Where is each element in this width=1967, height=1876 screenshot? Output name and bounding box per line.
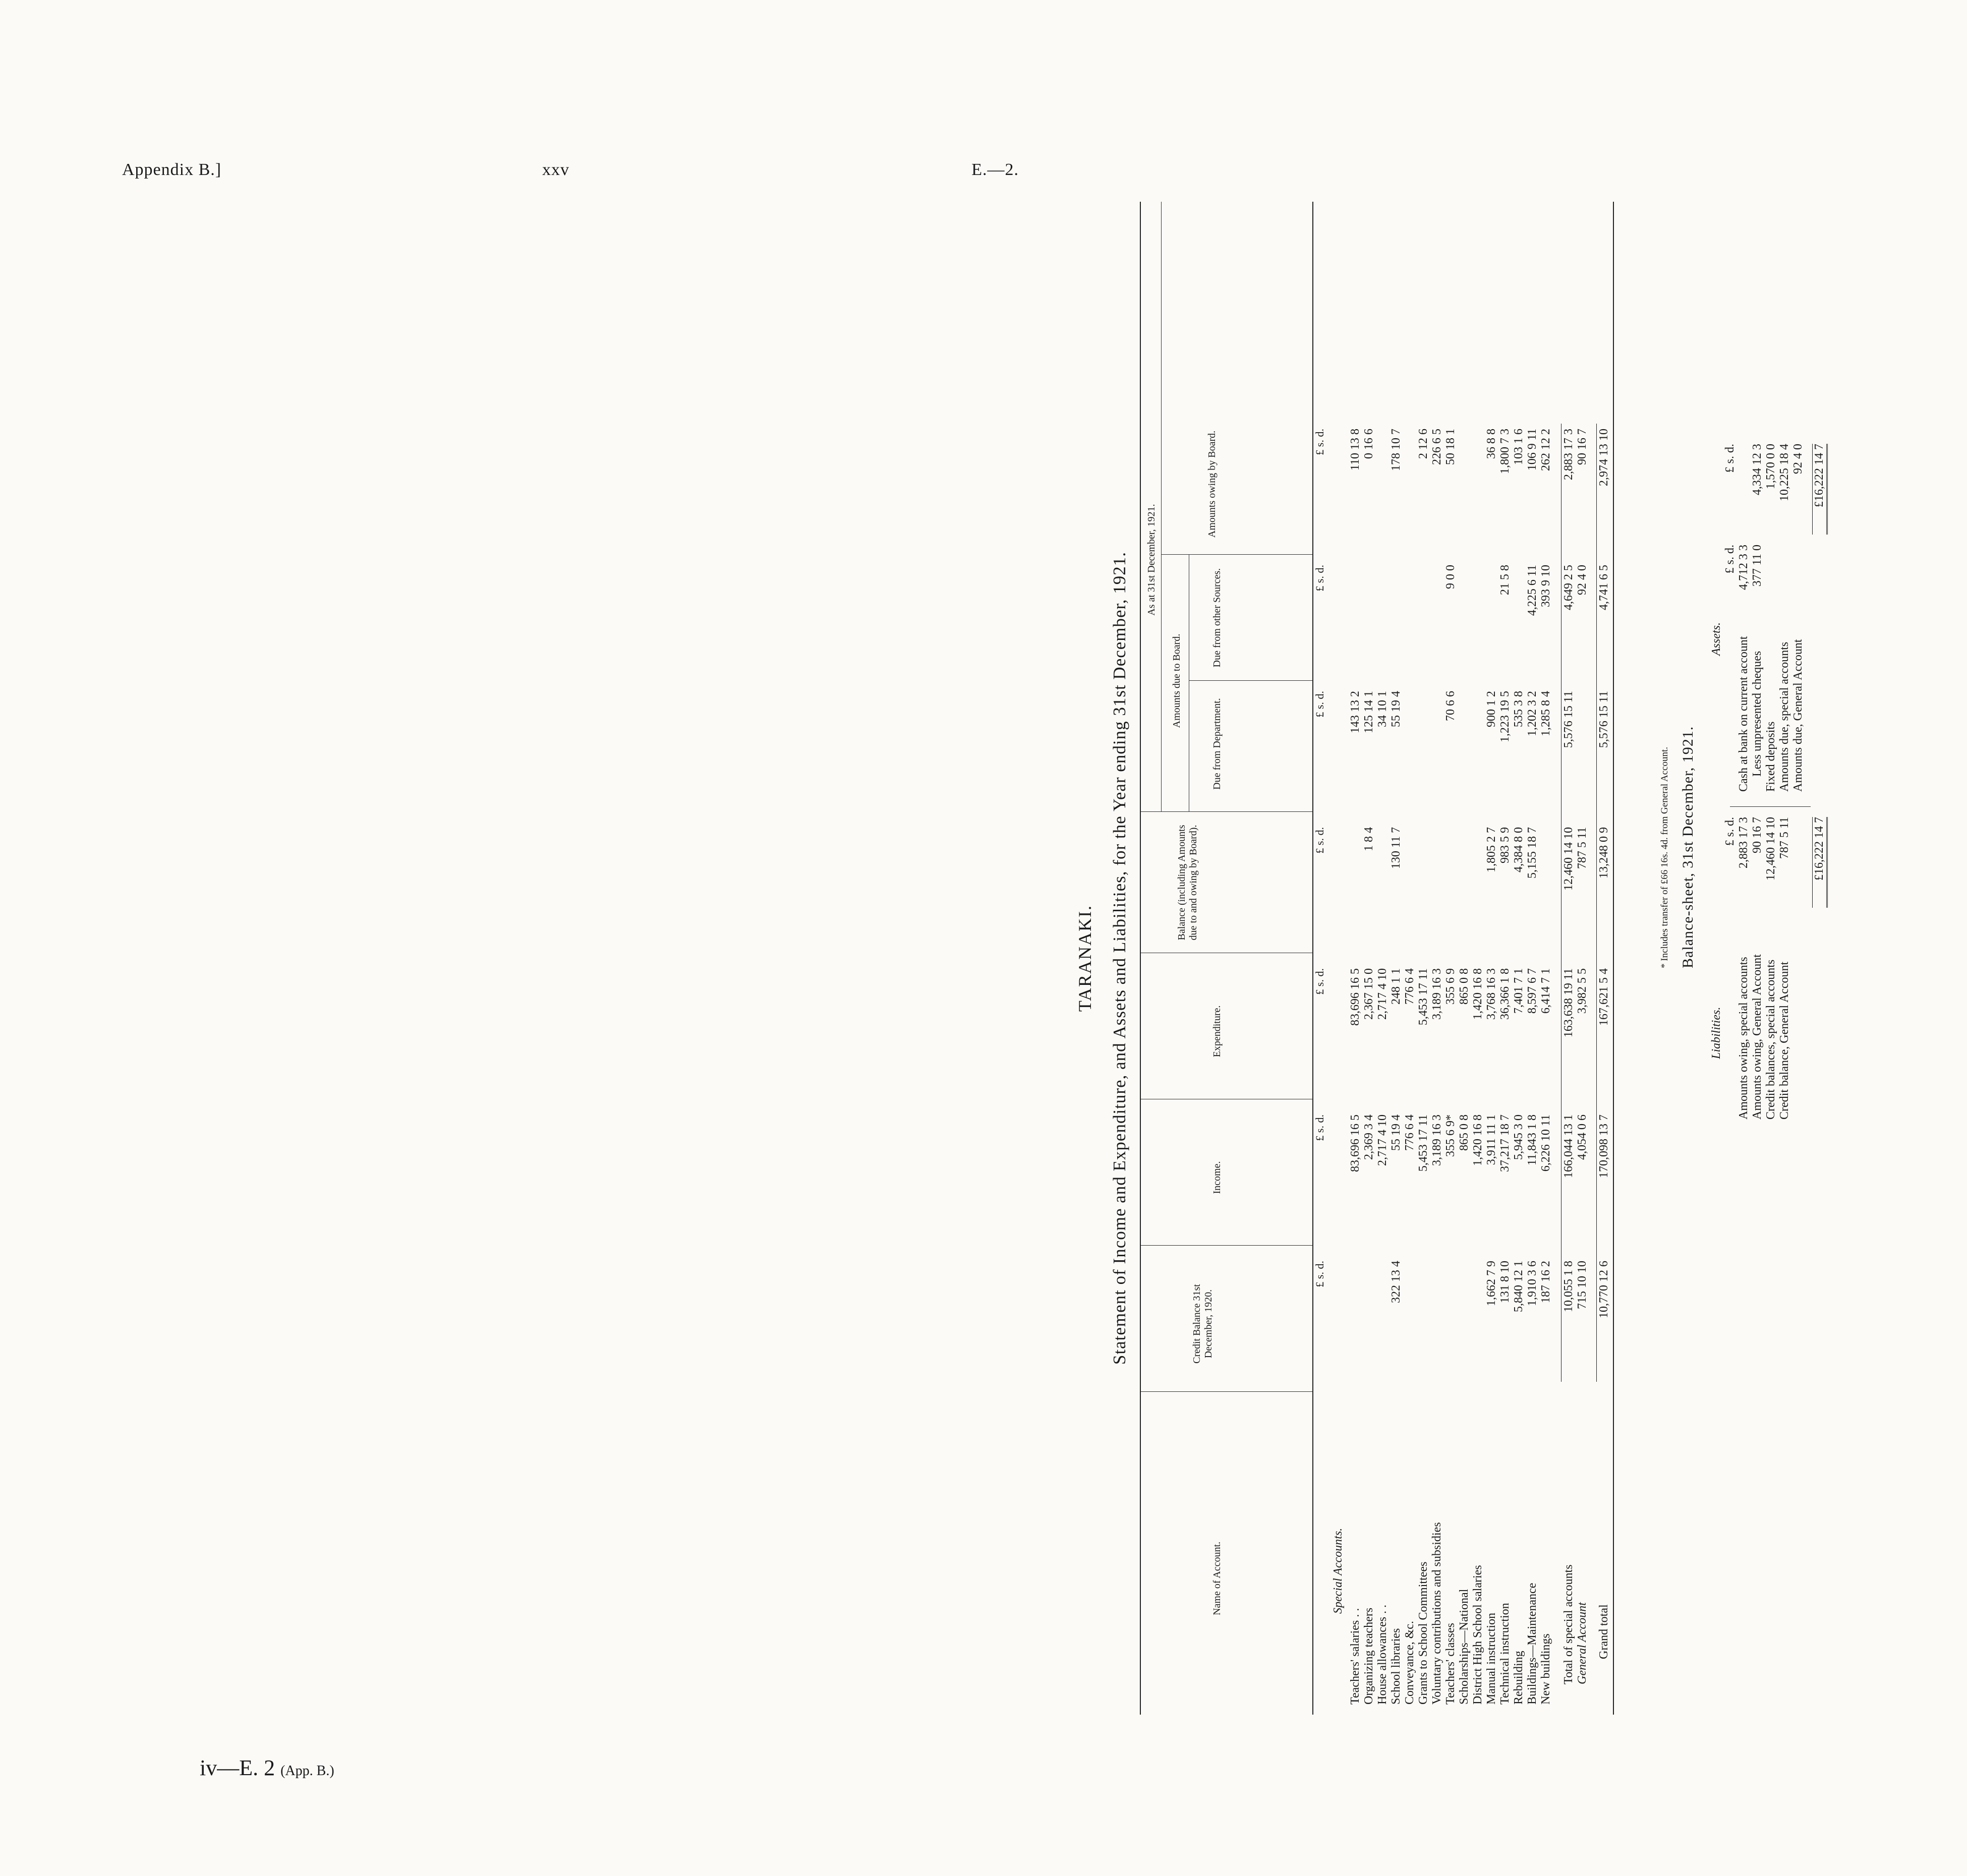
- units-row: [1313, 202, 1332, 1715]
- cell-owing: 2,974 13 10: [1597, 429, 1610, 486]
- cell-exp: 36,366 1 8: [1498, 968, 1512, 1020]
- appendix-header: Appendix B.]: [122, 160, 222, 179]
- cell-credit: 131 8 10: [1498, 1261, 1512, 1303]
- cell-dept: 70 6 6: [1444, 691, 1457, 721]
- region-title: TARANAKI.: [1075, 904, 1095, 1012]
- liabilities-total: £16,222 14 7: [1812, 817, 1828, 908]
- cell-exp: 776 6 4: [1403, 968, 1416, 1005]
- col-due-other: Due from other Sources.: [1211, 568, 1223, 668]
- liability-label: Amounts owing, special accounts: [1737, 957, 1750, 1120]
- table-row: [1349, 202, 1362, 1715]
- liability-label: Amounts owing, General Account: [1751, 954, 1764, 1120]
- footnote: * Includes transfer of £66 16s. 4d. from General Account.: [1659, 747, 1670, 968]
- cell-bal: 1,805 2 7: [1485, 827, 1498, 872]
- assets-label: Assets.: [1710, 622, 1723, 656]
- account-name: Teachers' classes: [1444, 1623, 1457, 1705]
- col-due-dept: Due from Department.: [1211, 698, 1223, 790]
- grand-total: [1597, 202, 1611, 1715]
- unit-label: £ s. d.: [1313, 691, 1326, 718]
- account-name: House allowances . .: [1376, 1605, 1389, 1705]
- balance-sheet-row: [1751, 414, 1764, 1120]
- balance-sheet-lines: [1737, 414, 1805, 1120]
- balance-sheet: [1710, 414, 1826, 1120]
- cell-income: 6,226 10 11: [1539, 1115, 1552, 1172]
- cell-credit: 322 13 4: [1390, 1261, 1403, 1303]
- col-owing: Amounts owing by Board.: [1206, 430, 1218, 538]
- table-row: [1512, 202, 1526, 1715]
- account-name: Grants to School Committees: [1417, 1561, 1430, 1705]
- cell-owing: 1,800 7 3: [1498, 429, 1512, 474]
- cell-exp: 7,401 7 1: [1512, 968, 1525, 1014]
- col-as-at: As at 31st December, 1921.: [1146, 504, 1157, 616]
- table-row: [1417, 202, 1430, 1715]
- cell-other: 4,225 6 11: [1526, 565, 1539, 616]
- column-headers: [1140, 202, 1313, 1715]
- cell-income: 55 19 4: [1390, 1115, 1403, 1151]
- col-balance: Balance (including Amounts due to and owing by Board).: [1176, 825, 1199, 941]
- liability-amount: 90 16 7: [1751, 817, 1764, 853]
- table-row: [1485, 202, 1498, 1715]
- section-label-row: [1332, 202, 1349, 1715]
- cell-income: 355 6 9*: [1444, 1115, 1457, 1157]
- table-row: [1458, 202, 1471, 1715]
- col-name: Name of Account.: [1211, 1541, 1223, 1616]
- cell-dept: 900 1 2: [1485, 691, 1498, 727]
- asset-units: £ s. d.: [1723, 444, 1737, 473]
- cell-other: 4,741 6 5: [1597, 565, 1610, 610]
- col-income: Income.: [1211, 1161, 1223, 1194]
- cell-credit: 5,840 12 1: [1512, 1261, 1525, 1312]
- cell-owing: 106 9 11: [1526, 429, 1539, 471]
- cell-bal: 5,155 18 7: [1526, 827, 1539, 878]
- total-row: [1562, 202, 1576, 1715]
- cell-exp: 83,696 16 5: [1349, 968, 1362, 1026]
- asset-subamount: 4,712 3 3: [1737, 545, 1750, 590]
- cell-owing: 2,883 17 3: [1562, 429, 1575, 480]
- cell-income: 776 6 4: [1403, 1115, 1416, 1151]
- total-row: [1576, 202, 1589, 1715]
- unit-label: £ s. d.: [1313, 1261, 1326, 1287]
- cell-exp: 248 1 1: [1390, 968, 1403, 1005]
- cell-bal: 12,460 14 10: [1562, 827, 1575, 891]
- cell-income: 166,044 13 1: [1562, 1115, 1575, 1178]
- asset-amount: 92 4 0: [1791, 444, 1805, 474]
- cell-owing: 103 1 6: [1512, 429, 1525, 465]
- table-row: [1362, 202, 1376, 1715]
- unit-label: £ s. d.: [1313, 1115, 1326, 1141]
- cell-exp: 1,420 16 8: [1471, 968, 1484, 1020]
- table-row: [1526, 202, 1539, 1715]
- cell-exp: 355 6 9: [1444, 968, 1457, 1005]
- liability-label: Credit balances, special accounts: [1764, 959, 1777, 1120]
- cell-income: 2,717 4 10: [1376, 1115, 1389, 1166]
- account-name: Teachers' salaries . .: [1349, 1608, 1362, 1705]
- table-row: [1403, 202, 1417, 1715]
- cell-income: 37,217 18 7: [1498, 1115, 1512, 1172]
- cell-exp: 3,982 5 5: [1576, 968, 1589, 1014]
- cell-owing: 178 10 7: [1390, 429, 1403, 471]
- cell-exp: 6,414 7 1: [1539, 968, 1552, 1014]
- table-row: [1444, 202, 1458, 1715]
- cell-income: 2,369 3 4: [1362, 1115, 1375, 1160]
- cell-other: 9 0 0: [1444, 565, 1457, 589]
- asset-label: Amounts due, General Account: [1791, 639, 1805, 792]
- cell-exp: 167,621 5 4: [1597, 968, 1610, 1026]
- balance-sheet-row: [1764, 414, 1778, 1120]
- cell-bal: 13,248 0 9: [1597, 827, 1610, 878]
- asset-amount: 10,225 18 4: [1778, 444, 1791, 501]
- account-name: Grand total: [1597, 1604, 1610, 1659]
- asset-amount: 4,334 12 3: [1751, 444, 1764, 495]
- cell-owing: 226 6 5: [1430, 429, 1443, 465]
- asset-label: Cash at bank on current account: [1737, 636, 1750, 792]
- asset-amount: 1,570 0 0: [1764, 444, 1777, 489]
- cell-dept: 1,223 19 5: [1498, 691, 1512, 742]
- statement-title: Statement of Income and Expenditure, and Assets and Liabilities, for the Year ending 31st December, 1921.: [1110, 551, 1129, 1365]
- cell-dept: 1,202 3 2: [1526, 691, 1539, 736]
- balance-sheet-row: [1778, 414, 1791, 1120]
- asset-label: Fixed deposits: [1764, 721, 1777, 792]
- cell-credit: 187 16 2: [1539, 1261, 1552, 1303]
- cell-owing: 110 13 8: [1349, 429, 1362, 471]
- liabilities-label: Liabilities.: [1710, 1007, 1723, 1059]
- cell-bal: 130 11 7: [1390, 827, 1403, 869]
- cell-dept: 143 13 2: [1349, 691, 1362, 733]
- cell-other: 92 4 0: [1576, 565, 1589, 595]
- cell-other: 21 5 8: [1498, 565, 1512, 595]
- cell-exp: 5,453 17 11: [1417, 968, 1430, 1026]
- table-row: [1471, 202, 1485, 1715]
- account-name: General Account: [1576, 1602, 1589, 1684]
- cell-bal: 1 8 4: [1362, 827, 1375, 851]
- rotated-statement-page: [1059, 202, 1967, 1715]
- cell-income: 3,911 11 1: [1485, 1115, 1498, 1165]
- liability-amount: 12,460 14 10: [1764, 817, 1777, 881]
- unit-label: £ s. d.: [1313, 429, 1326, 455]
- page-footer: [200, 1755, 334, 1781]
- report-code: E.—2.: [971, 160, 1019, 179]
- account-name: District High School salaries: [1471, 1565, 1484, 1705]
- table-row: [1539, 202, 1553, 1715]
- balance-sheet-row: [1791, 414, 1805, 1120]
- liability-amount: 2,883 17 3: [1737, 817, 1750, 868]
- unit-label: £ s. d.: [1313, 968, 1326, 995]
- account-name: Rebuilding: [1512, 1651, 1525, 1705]
- cell-owing: 36 8 8: [1485, 429, 1498, 459]
- cell-exp: 8,597 6 7: [1526, 968, 1539, 1014]
- cell-income: 83,696 16 5: [1349, 1115, 1362, 1172]
- income-expenditure-table: [1140, 202, 1614, 1715]
- account-name: Total of special accounts: [1562, 1564, 1575, 1684]
- cell-bal: 4,384 8 0: [1512, 827, 1525, 872]
- cell-other: 393 9 10: [1539, 565, 1552, 607]
- cell-exp: 3,189 16 3: [1430, 968, 1443, 1020]
- liability-label: Credit balance, General Account: [1778, 961, 1791, 1120]
- cell-owing: 0 16 6: [1362, 429, 1375, 459]
- balance-sheet-title: Balance-sheet, 31st December, 1921.: [1680, 726, 1696, 968]
- asset-label: Amounts due, special accounts: [1778, 641, 1791, 792]
- account-name: Scholarships—National: [1458, 1589, 1471, 1705]
- account-name: Manual instruction: [1485, 1613, 1498, 1705]
- cell-credit: 10,055 1 8: [1562, 1261, 1575, 1312]
- account-name: Conveyance, &c.: [1403, 1621, 1416, 1705]
- liab-units: £ s. d.: [1723, 817, 1737, 846]
- cell-exp: 865 0 8: [1458, 968, 1471, 1005]
- cell-owing: 2 12 6: [1417, 429, 1430, 459]
- cell-exp: 2,367 15 0: [1362, 968, 1375, 1020]
- table-row: [1430, 202, 1444, 1715]
- section-label: Special Accounts.: [1332, 1528, 1345, 1614]
- cell-owing: 50 18 1: [1444, 429, 1457, 465]
- cell-income: 11,843 1 8: [1526, 1115, 1539, 1166]
- cell-owing: 90 16 7: [1576, 429, 1589, 465]
- asset-label: Less unpresented cheques: [1751, 651, 1764, 777]
- footer-code: iv—E. 2: [200, 1755, 275, 1780]
- cell-credit: 1,662 7 9: [1485, 1261, 1498, 1306]
- cell-exp: 2,717 4 10: [1376, 968, 1389, 1020]
- asset-sub-units: £ s. d.: [1723, 545, 1737, 574]
- asset-subamount: 377 11 0: [1751, 545, 1764, 587]
- cell-income: 4,054 0 6: [1576, 1115, 1589, 1160]
- cell-dept: 535 3 8: [1512, 691, 1525, 727]
- table-row: [1390, 202, 1403, 1715]
- cell-exp: 3,768 16 3: [1485, 968, 1498, 1020]
- unit-label: £ s. d.: [1313, 565, 1326, 592]
- unit-label: £ s. d.: [1313, 827, 1326, 854]
- account-name: School libraries: [1390, 1628, 1403, 1705]
- col-due-to-board: Amounts due to Board.: [1171, 633, 1182, 728]
- account-name: New buildings: [1539, 1633, 1552, 1705]
- cell-dept: 5,576 15 11: [1597, 691, 1610, 748]
- cell-dept: 5,576 15 11: [1562, 691, 1575, 748]
- cell-income: 5,945 3 0: [1512, 1115, 1525, 1160]
- liability-amount: 787 5 11: [1778, 817, 1791, 859]
- grand-total-row: [1597, 202, 1611, 1715]
- account-name: Organizing teachers: [1362, 1607, 1375, 1705]
- account-rows: [1349, 202, 1553, 1715]
- cell-dept: 55 19 4: [1390, 691, 1403, 727]
- col-expenditure: Expenditure.: [1211, 1005, 1223, 1058]
- total-rows: [1562, 202, 1589, 1715]
- page-number: xxv: [542, 160, 569, 179]
- balance-sheet-row: [1737, 414, 1751, 1120]
- cell-credit: 10,770 12 6: [1597, 1261, 1610, 1318]
- col-credit: Credit Balance 31st December, 1920.: [1191, 1284, 1214, 1364]
- cell-dept: 34 10 1: [1376, 691, 1389, 727]
- cell-credit: 1,910 3 6: [1526, 1261, 1539, 1306]
- cell-bal: 983 5 9: [1498, 827, 1512, 863]
- cell-other: 4,649 2 5: [1562, 565, 1575, 610]
- cell-exp: 163,638 19 11: [1562, 968, 1575, 1038]
- cell-dept: 125 14 1: [1362, 691, 1375, 733]
- assets-total: £16,222 14 7: [1812, 444, 1828, 535]
- cell-bal: 787 5 11: [1576, 827, 1589, 869]
- footer-note: (App. B.): [280, 1763, 334, 1779]
- cell-credit: 715 10 10: [1576, 1261, 1589, 1309]
- account-name: Technical instruction: [1498, 1603, 1512, 1705]
- cell-income: 1,420 16 8: [1471, 1115, 1484, 1166]
- table-row: [1498, 202, 1512, 1715]
- cell-owing: 262 12 2: [1539, 429, 1552, 471]
- account-name: Voluntary contributions and subsidies: [1430, 1522, 1443, 1705]
- cell-income: 170,098 13 7: [1597, 1115, 1610, 1178]
- cell-dept: 1,285 8 4: [1539, 691, 1552, 736]
- cell-income: 865 0 8: [1458, 1115, 1471, 1151]
- table-row: [1376, 202, 1390, 1715]
- cell-income: 5,453 17 11: [1417, 1115, 1430, 1172]
- account-name: Buildings—Maintenance: [1526, 1582, 1539, 1705]
- cell-income: 3,189 16 3: [1430, 1115, 1443, 1166]
